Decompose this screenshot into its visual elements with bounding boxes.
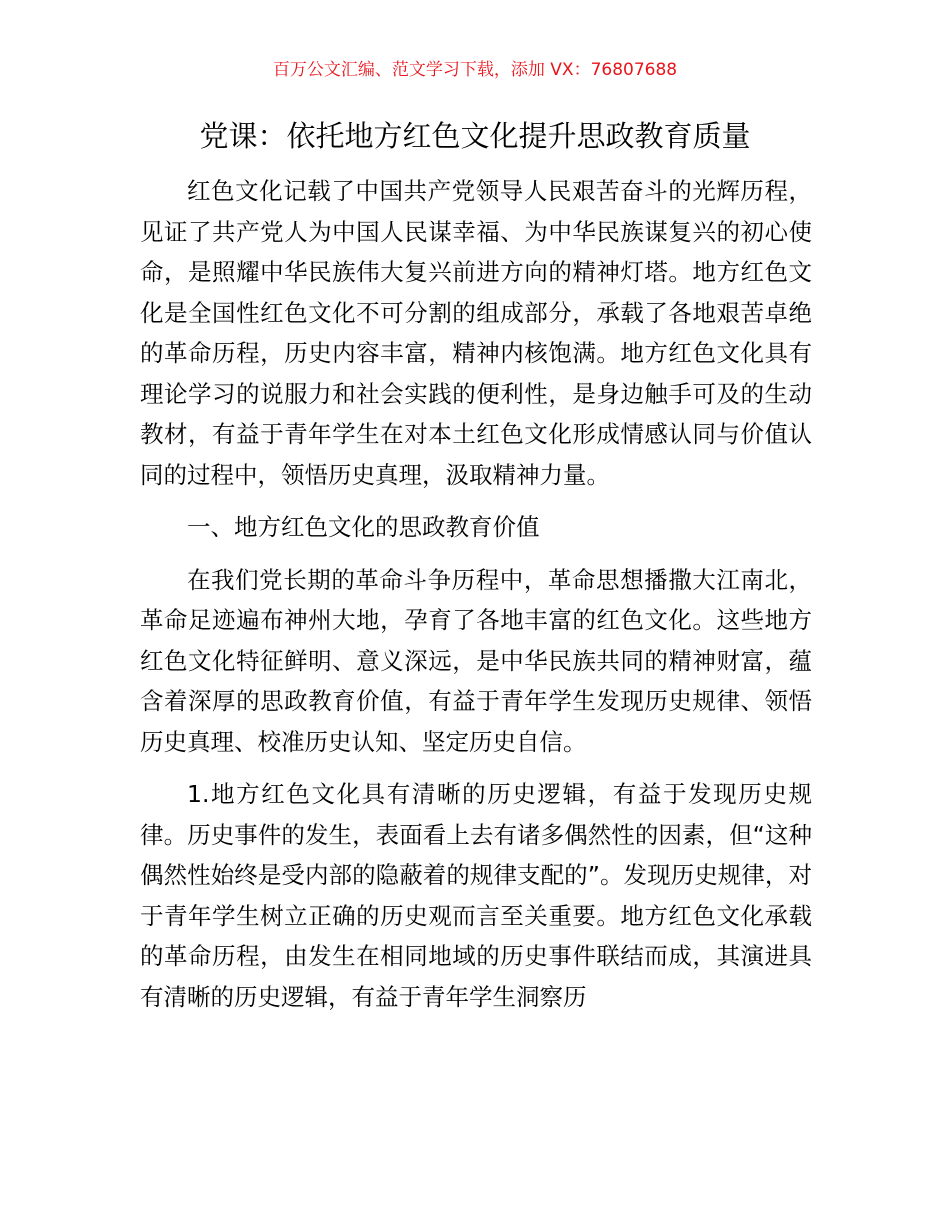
section-paragraph: 在我们党长期的革命斗争历程中，革命思想播撒大江南北，革命足迹遍布神州大地，孕育了各地丰富的红色文化。这些地方红色文化特征鲜明、意义深远，是中华民族共同的精神财富，蕴含着深厚的思政教育价值，有益于青年学生发现历史规律、领悟历史真理、校准历史认知、坚定历史自信。	[140, 565, 812, 756]
page-title: 党课：依托地方红色文化提升思政教育质量	[199, 119, 751, 153]
watermark-header-note: 百万公文汇编、范文学习下载，添加 VX：76807688	[272, 60, 678, 80]
point-one-paragraph: 1.地方红色文化具有清晰的历史逻辑，有益于发现历史规律。历史事件的发生，表面看上去有诸多偶然性的因素，但“这种偶然性始终是受内部的隐蔽着的规律支配的”。发现历史规律，对于青年学生树立正确的历史观而言至关重要。地方红色文化承载的革命历程，由发生在相同地域的历史事件联结而成，其演进具有清晰的历史逻辑，有益于青年学生洞察历	[140, 780, 812, 1011]
intro-paragraph: 红色文化记载了中国共产党领导人民艰苦奋斗的光辉历程，见证了共产党人为中国人民谋幸福、为中华民族谋复兴的初心使命，是照耀中华民族伟大复兴前进方向的精神灯塔。地方红色文化是全国性红色文化不可分割的组成部分，承载了各地艰苦卓绝的革命历程，历史内容丰富，精神内核饱满。地方红色文化具有理论学习的说服力和社会实践的便利性，是身边触手可及的生动教材，有益于青年学生在对本土红色文化形成情感认同与价值认同的过程中，领悟历史真理，汲取精神力量。	[140, 177, 812, 489]
section-heading: 一、地方红色文化的思政教育价值	[187, 513, 540, 541]
document-body	[140, 171, 812, 1029]
